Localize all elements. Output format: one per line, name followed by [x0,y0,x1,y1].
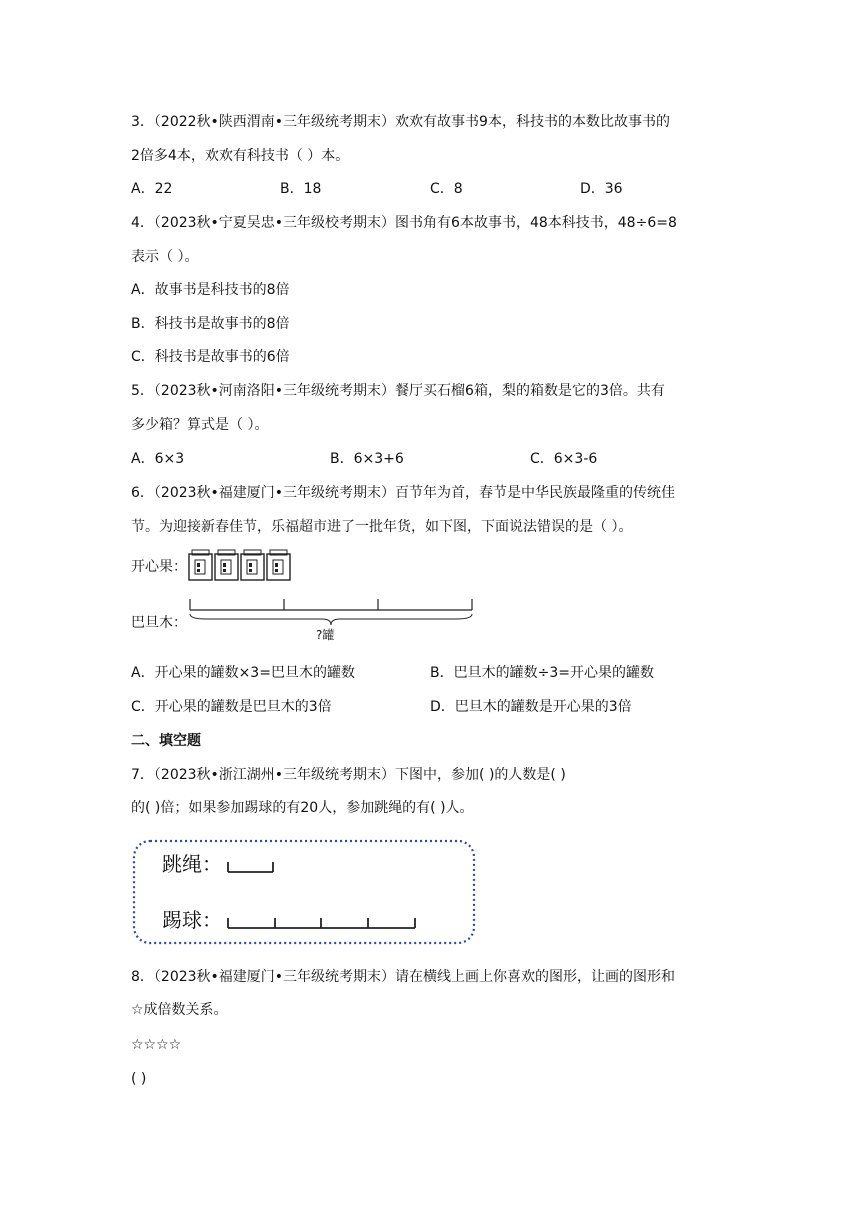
q6-label-badam: 巴旦木： [131,615,187,631]
jar-icon [215,550,238,580]
q5-line2: 多少箱？算式是（ ）。 [131,417,269,433]
q8-stars: ☆☆☆☆ [131,1037,182,1053]
q3-line2: 2倍多4本，欢欢有科技书（ ）本。 [131,148,350,164]
q6-jar-row [188,548,298,582]
q6-option-b: B．巴旦木的罐数÷3=开心果的罐数 [430,665,654,681]
q4-line2: 表示（ ）。 [131,249,199,265]
q3-line1: 3．（2022秋•陕西渭南•三年级统考期末）欢欢有故事书9本，科技书的本数比故事书的 [131,114,670,130]
q6-label-pistachio: 开心果： [131,559,187,575]
q6-line1: 6．（2023秋•福建厦门•三年级统考期末）百节年为首，春节是中华民族最隆重的传统佳 [131,485,676,501]
q8-line1: 8．（2023秋•福建厦门•三年级统考期末）请在横线上画上你喜欢的图形，让画的图形和 [131,969,676,985]
q7-label-kick: 踢球： [162,908,222,932]
jar-icon [241,550,264,580]
q6-option-a: A．开心果的罐数×3=巴旦木的罐数 [131,665,355,681]
q6-line2: 节。为迎接新春佳节，乐福超市进了一批年货，如下图，下面说法错误的是（ ）。 [131,519,633,535]
q5-option-b: B．6×3+6 [330,451,404,467]
q5-option-a: A．6×3 [131,451,185,467]
q5-line1: 5．（2023秋•河南洛阳•三年级统考期末）餐厅买石榴6箱，梨的箱数是它的3倍。共有 [131,383,665,399]
q4-line1: 4．（2023秋•宁夏吴忠•三年级校考期末）图书角有6本故事书，48本科技书，48÷6=8 [131,215,677,231]
q4-option-b: B．科技书是故事书的8倍 [131,316,290,332]
q3-option-c: C．8 [430,181,463,197]
q8-answer-blank[interactable]: ( ) [131,1071,147,1087]
q3-option-d: D．36 [580,181,623,197]
q6-brace [190,614,472,625]
q7-line1: 7．（2023秋•浙江湖州•三年级统考期末）下图中，参加( )的人数是( ) [131,767,566,783]
q3-option-a: A．22 [131,181,173,197]
jar-icon [267,550,290,580]
q6-option-d: D．巴旦木的罐数是开心果的3倍 [430,699,632,715]
q6-option-c: C．开心果的罐数是巴旦木的3倍 [131,699,332,715]
q7-line2: 的( )倍；如果参加踢球的有20人，参加跳绳的有( )人。 [131,800,474,816]
q8-line2: ☆成倍数关系。 [131,1002,228,1018]
q4-option-c: C．科技书是故事书的6倍 [131,349,290,365]
q6-brace-label: ?罐 [316,628,335,642]
q5-option-c: C．6×3-6 [530,451,598,467]
q7-label-rope: 跳绳： [162,852,222,876]
jar-icon [189,550,212,580]
q3-option-b: B．18 [280,181,322,197]
q4-option-a: A．故事书是科技书的8倍 [131,282,290,298]
section-fill-in-heading: 二、填空题 [131,733,201,749]
